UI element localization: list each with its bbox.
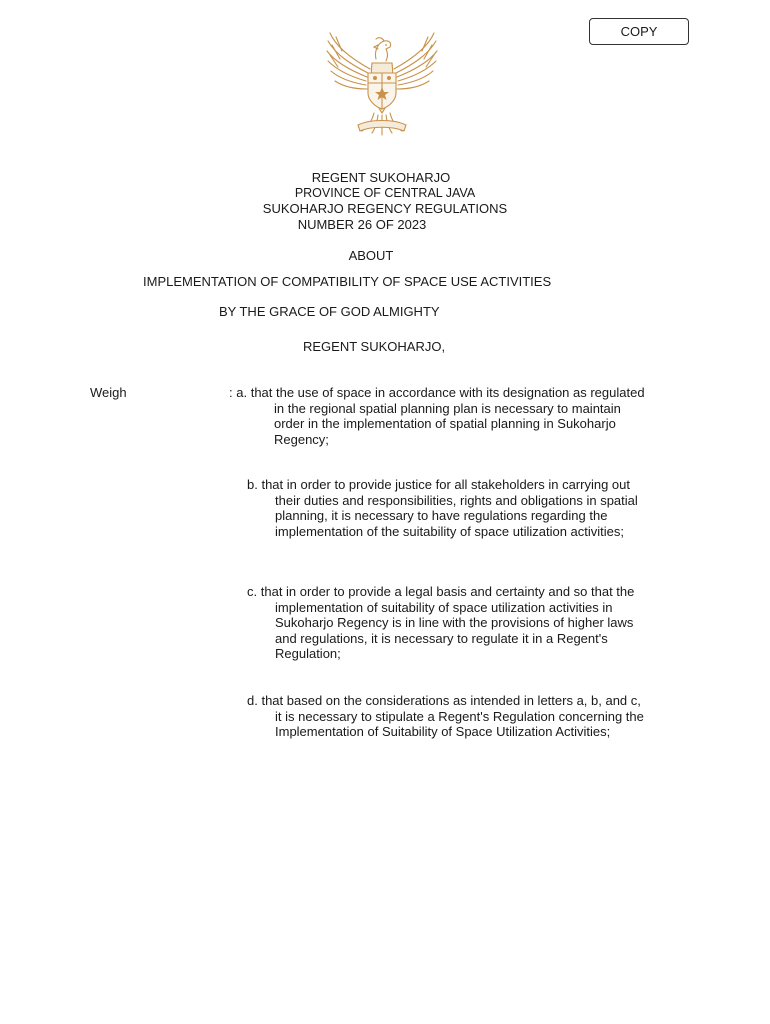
consideration-line: Implementation of Suitability of Space Utilization Activities; bbox=[275, 724, 611, 739]
regent-signatory: REGENT SUKOHARJO, bbox=[303, 339, 446, 354]
province-name: PROVINCE OF CENTRAL JAVA bbox=[294, 186, 476, 200]
consideration-line: implementation of suitability of space utilization activities in bbox=[275, 599, 613, 615]
about-heading: ABOUT bbox=[348, 248, 394, 263]
garuda-emblem-icon bbox=[322, 29, 442, 137]
consideration-item-b bbox=[247, 477, 638, 539]
consideration-line: in the regional spatial planning plan is necessary to maintain bbox=[274, 400, 621, 416]
copy-stamp-label: COPY bbox=[620, 24, 658, 39]
consideration-line: planning, it is necessary to have regulations regarding the bbox=[275, 508, 608, 523]
consideration-line: and regulations, it is necessary to regulate it in a Regent's bbox=[275, 630, 608, 646]
regent-title: REGENT SUKOHARJO bbox=[311, 170, 451, 185]
consideration-line: d. that based on the considerations as intended in letters a, b, and c, bbox=[247, 693, 641, 708]
regulation-type: SUKOHARJO REGENCY REGULATIONS bbox=[262, 201, 508, 216]
consideration-line: it is necessary to stipulate a Regent's Regulation concerning the bbox=[275, 708, 644, 724]
regulation-subject: IMPLEMENTATION OF COMPATIBILITY OF SPACE USE ACTIVITIES bbox=[143, 274, 552, 289]
consideration-line: implementation of the suitability of space utilization activities; bbox=[275, 523, 625, 539]
consideration-line: c. that in order to provide a legal basis and certainty and so that the bbox=[247, 584, 635, 599]
consideration-item-a bbox=[229, 385, 645, 447]
consideration-line: b. that in order to provide justice for all stakeholders in carrying out bbox=[247, 477, 630, 492]
copy-stamp bbox=[589, 18, 689, 45]
consideration-line: Regulation; bbox=[275, 646, 341, 661]
regulation-number: NUMBER 26 OF 2023 bbox=[297, 217, 427, 232]
consideration-line: : a. that the use of space in accordance with its designation as regulated bbox=[229, 385, 645, 400]
consideration-item-c bbox=[247, 584, 634, 662]
consideration-item-d bbox=[247, 693, 644, 740]
considerations-label: Weigh bbox=[90, 385, 127, 400]
grace-statement: BY THE GRACE OF GOD ALMIGHTY bbox=[219, 304, 440, 319]
consideration-line: Regency; bbox=[274, 431, 329, 447]
consideration-line: their duties and responsibilities, rights and obligations in spatial bbox=[275, 492, 638, 508]
consideration-line: Sukoharjo Regency is in line with the provisions of higher laws bbox=[275, 615, 634, 630]
consideration-line: order in the implementation of spatial planning in Sukoharjo bbox=[274, 416, 616, 431]
